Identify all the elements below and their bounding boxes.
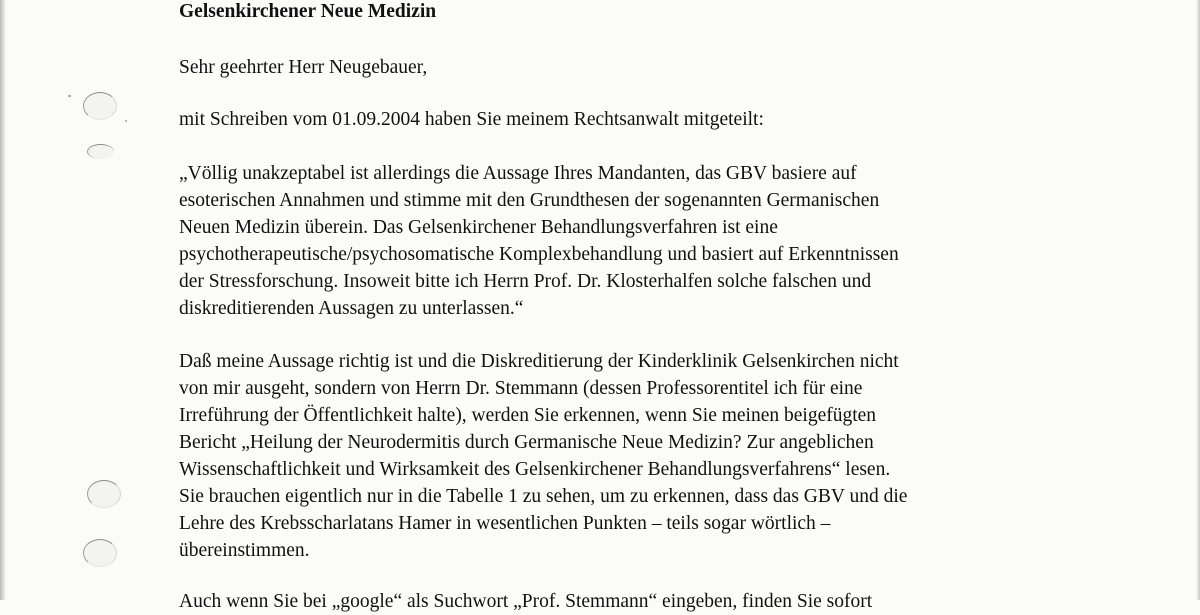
body-line: Bericht „Heilung der Neurodermitis durch Germanische Neue Medizin? Zur angeblichen [179, 432, 874, 453]
quote-line: diskreditierenden Aussagen zu unterlassen.“ [179, 298, 524, 319]
body-line: Daß meine Aussage richtig ist und die Diskreditierung der Kinderklinik Gelsenkirchen nicht [179, 351, 899, 372]
body-line: übereinstimmen. [179, 540, 310, 561]
body-line: Sie brauchen eigentlich nur in die Tabelle 1 zu sehen, um zu erkennen, dass das GBV und die [179, 486, 908, 507]
punch-hole-icon [87, 480, 121, 508]
quote-line: „Völlig unakzeptabel ist allerdings die Aussage Ihres Mandanten, das GBV basiere auf [179, 163, 857, 184]
punch-hole-icon [83, 539, 117, 567]
cut-off-line: Auch wenn Sie bei „google“ als Suchwort „Prof. Stemmann“ eingeben, finden Sie sofort [179, 591, 873, 612]
punch-hole-icon [87, 144, 114, 159]
quote-line: esoterischen Annahmen und stimme mit den Grundthesen der sogenannten Germanischen [179, 190, 880, 211]
quote-line: psychotherapeutische/psychosomatische Komplexbehandlung und basiert auf Erkenntnissen [179, 244, 899, 265]
body-line: von mir ausgeht, sondern von Herrn Dr. Stemmann (dessen Professorentitel ich für eine [179, 378, 863, 399]
intro-paragraph: mit Schreiben vom 01.09.2004 haben Sie meinem Rechtsanwalt mitgeteilt: [179, 109, 764, 130]
quote-line: Neuen Medizin überein. Das Gelsenkirchener Behandlungsverfahren ist eine [179, 217, 778, 238]
quote-line: der Stressforschung. Insoweit bitte ich Herrn Prof. Dr. Klosterhalfen solche falschen und [179, 271, 872, 292]
punch-hole-icon [83, 92, 117, 120]
body-line: Lehre des Krebsscharlatans Hamer in wesentlichen Punkten – teils sogar wörtlich – [179, 513, 831, 534]
scan-shadow-right [1196, 0, 1200, 600]
scan-speck [68, 95, 71, 97]
letter-heading: Gelsenkirchener Neue Medizin [179, 1, 437, 22]
salutation: Sehr geehrter Herr Neugebauer, [179, 57, 428, 78]
scan-shadow-left [0, 0, 6, 600]
body-line: Wissenschaftlichkeit und Wirksamkeit des Gelsenkirchener Behandlungsverfahrens“ lesen. [179, 459, 891, 480]
scan-speck [125, 120, 127, 122]
body-line: Irreführung der Öffentlichkeit halte), werden Sie erkennen, wenn Sie meinen beigefügten [179, 405, 877, 426]
